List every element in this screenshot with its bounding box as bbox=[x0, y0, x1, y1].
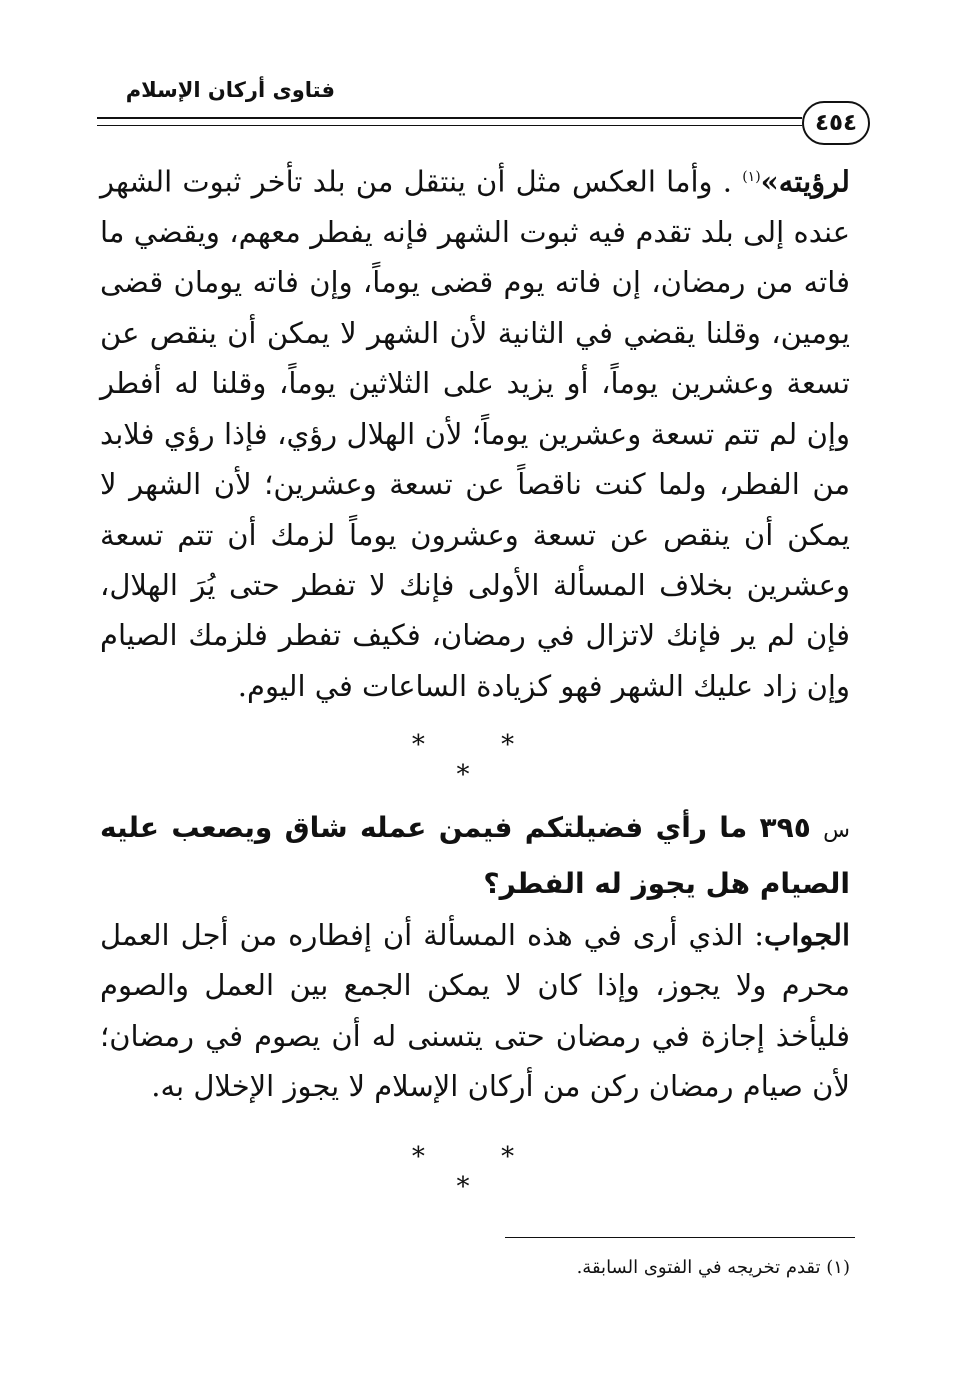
question-text: ٣٩٥ ما رأي فضيلتكم فيمن عمله شاق ويصعب عليه الصيام هل يجوز له الفطر؟ bbox=[100, 811, 850, 900]
footnote: (١) تقدم تخريجه في الفتوى السابقة. bbox=[576, 1257, 850, 1278]
page-number: ٤٥٤ bbox=[814, 110, 858, 136]
header-rule-thin bbox=[97, 125, 802, 126]
page-number-badge bbox=[802, 101, 870, 145]
footnote-rule bbox=[505, 1237, 855, 1238]
question-block bbox=[100, 801, 850, 910]
paragraph-text: . وأما العكس مثل أن ينتقل من بلد تأخر ثبوت الشهر عنده إلى بلد تقدم فيه ثبوت الشهر فإنه يفطر معهم، ويقضي ما فاته من رمضان، إن فاته يوم قضى يوماً، وإن فاته يومان قضى يومين، وقلنا يقضي في الثانية لأن الشهر لا يمكن أن ينقص عن تسعة وعشرين يوماً، أو يزيد على الثلاثين يوماً، وقلنا له أفطر وإن لم تتم تسعة وعشرين يوماً؛ لأن الهلال رؤي، فإذا رؤي فلابد من الفطر، ولما كنت ناقصاً عن تسعة وعشرين؛ لأن الشهر لا يمكن أن ينقص عن تسعة وعشرون يوماً لزمك أن تتم تسعة وعشرين بخلاف المسألة الأولى فإنك لا تفطر حتى يُرَ الهلال، فإن لم ير فإنك لاتزال في رمضان، فكيف تفطر فلزمك الصيام وإن زاد عليك الشهر فهو كزيادة الساعات في اليوم. bbox=[100, 164, 850, 703]
answer-text: : الذي أرى في هذه المسألة أن إفطاره من أجل العمل محرم ولا يجوز، وإذا كان لا يمكن الجمع بين العمل والصوم فليأخذ إجازة في رمضان حتى يتسنى له أن يصوم في رمضان؛ لأن صيام رمضان ركن من أركان الإسلام لا يجوز الإخلال به. bbox=[100, 918, 850, 1104]
footnote-reference[interactable]: (١) bbox=[742, 169, 761, 185]
running-title: فتاوى أركان الإسلام bbox=[125, 78, 335, 102]
paragraph-continuation bbox=[100, 152, 850, 711]
answer-label: الجواب bbox=[764, 918, 850, 952]
answer-block bbox=[100, 910, 850, 1112]
section-separator: * * * bbox=[411, 1142, 549, 1202]
question-marker: س bbox=[823, 818, 851, 843]
quote-end: لرؤيته» bbox=[760, 164, 850, 199]
section-separator: * * * bbox=[411, 730, 549, 790]
header-rule bbox=[97, 117, 802, 119]
